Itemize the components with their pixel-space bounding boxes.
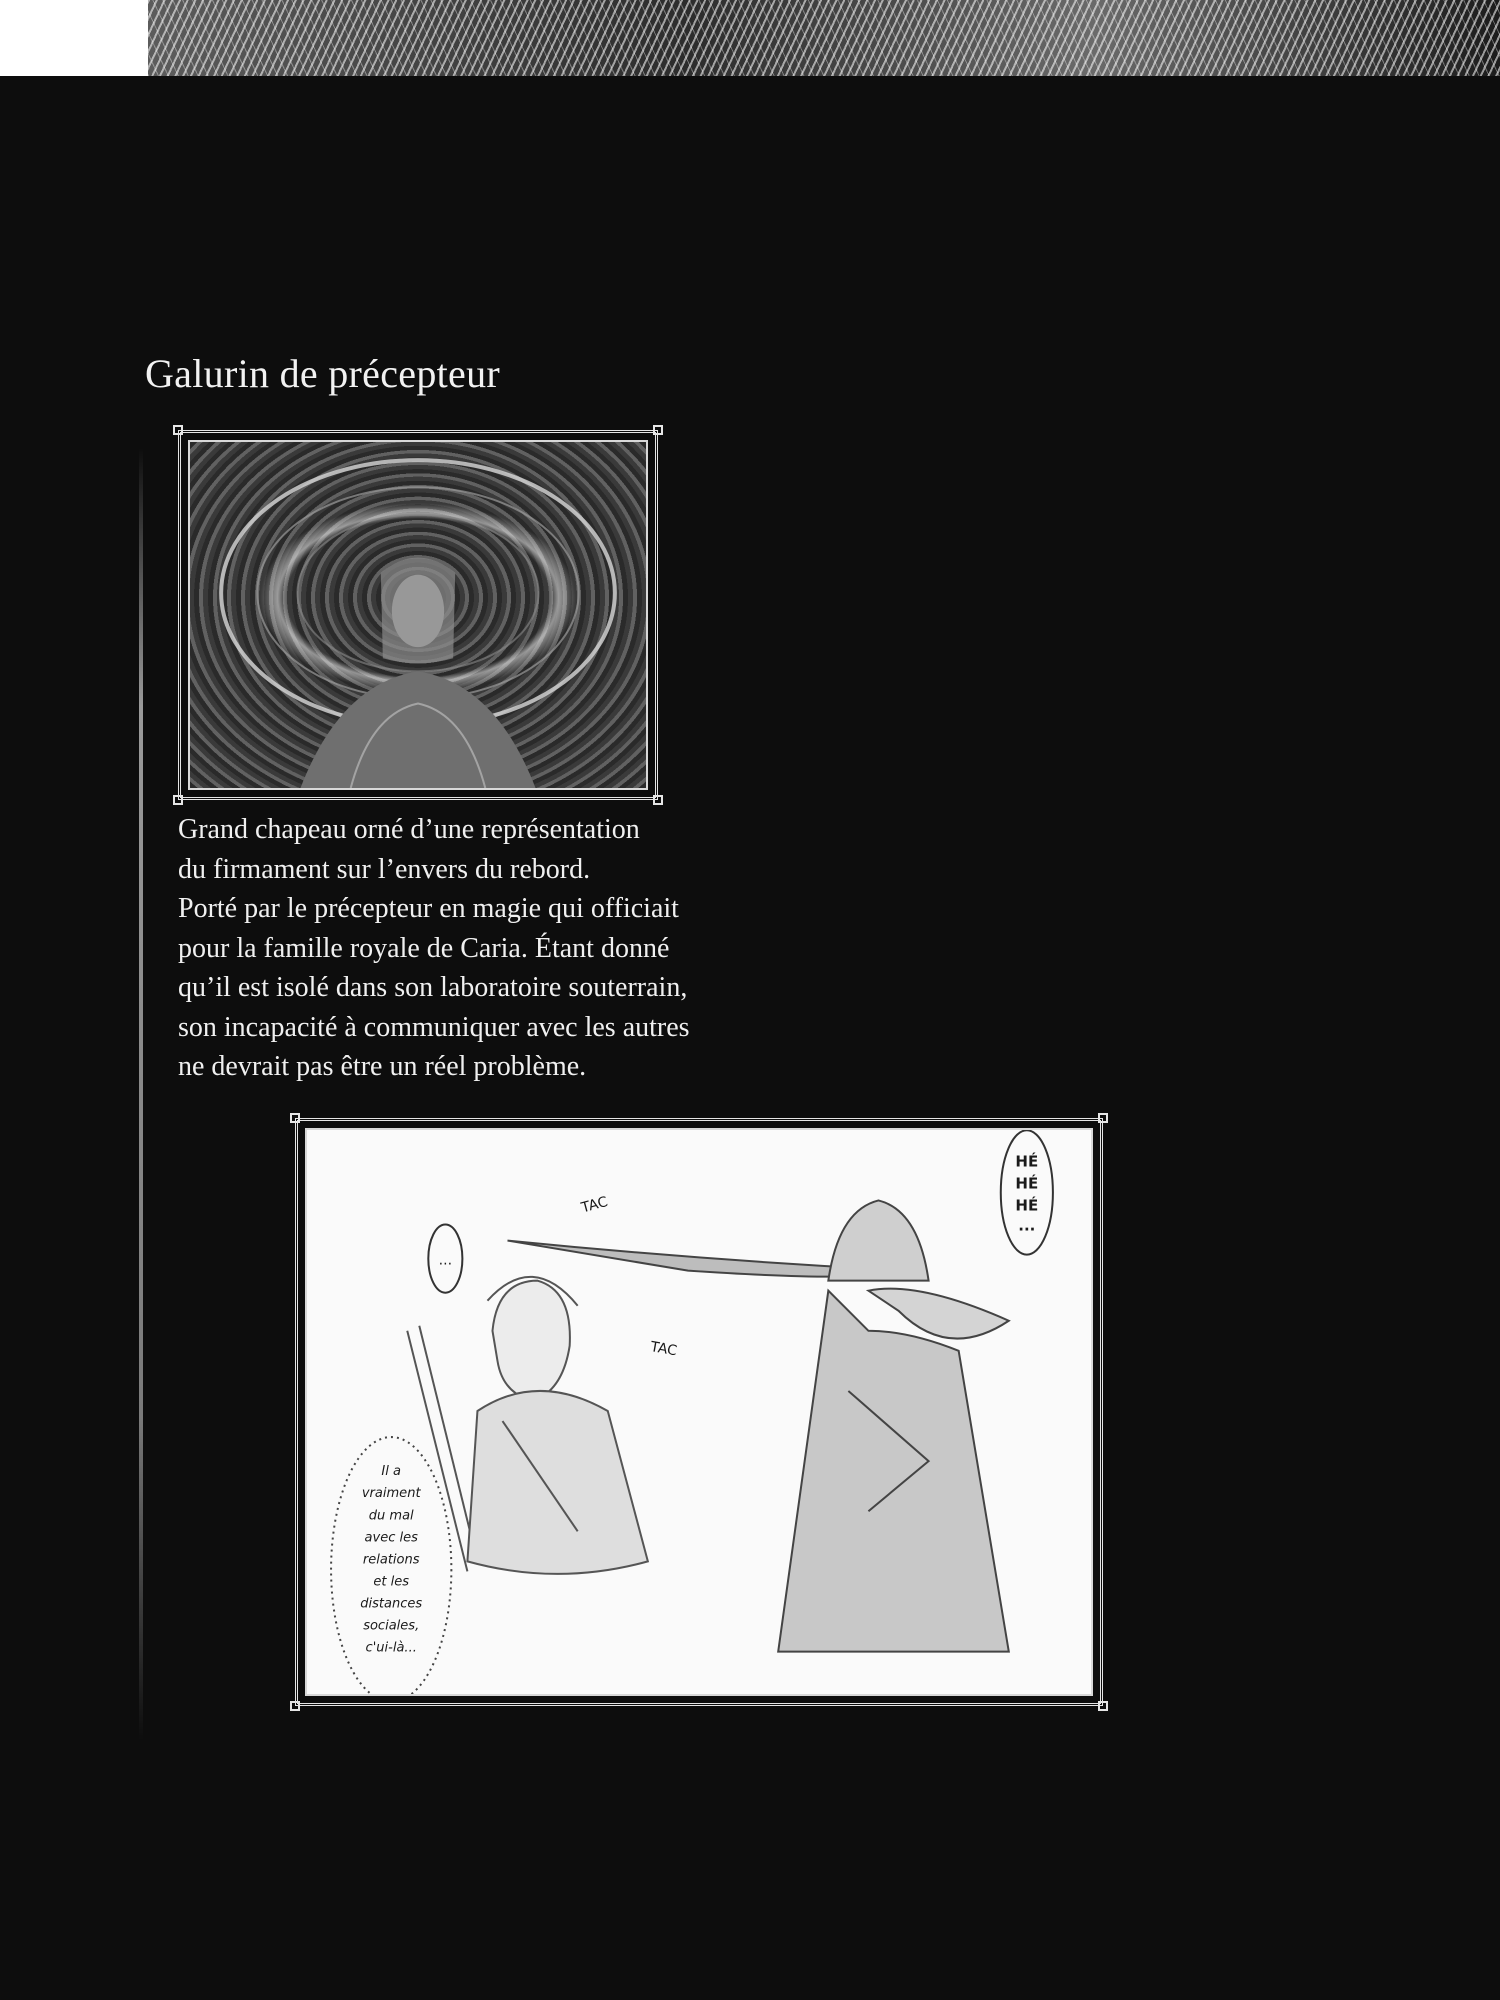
hat-illustration [188, 440, 648, 790]
sound-effect-text: TAC [579, 1194, 610, 1217]
thought-text: et les [373, 1574, 410, 1590]
description-line: du firmament sur l’envers du rebord. [178, 853, 591, 885]
description-line: qu’il est isolé dans son laboratoire souterrain, [178, 972, 688, 1003]
description-line: son incapacité à communiquer avec les autres [178, 1011, 690, 1043]
item-description [178, 810, 818, 1087]
frame-corner-ornament [290, 1701, 300, 1711]
hat-figure-drawing [190, 442, 646, 788]
laugh-text: HÉ [1015, 1152, 1039, 1171]
section-divider-rule [139, 448, 143, 1740]
item-illustration-frame [178, 430, 658, 800]
top-illustration-strip [0, 0, 1500, 76]
swordsman-figure [407, 1277, 648, 1574]
frame-corner-ornament [173, 425, 183, 435]
frame-corner-ornament [1098, 1701, 1108, 1711]
sketch-frame [295, 1118, 1103, 1706]
thought-text: vraiment [361, 1486, 421, 1502]
thought-text: Il a [381, 1464, 402, 1480]
sketch-drawing [307, 1130, 1091, 1694]
sound-effect-text: TAC [649, 1339, 679, 1360]
frame-corner-ornament [173, 795, 183, 805]
description-line: Porté par le précepteur en magie qui officiait [178, 893, 679, 924]
description-line: Grand chapeau orné d’une représentation [178, 814, 640, 845]
thought-text: relations [362, 1552, 420, 1568]
bubble-ellipsis-text: ... [438, 1252, 453, 1269]
pencil-sketch [305, 1128, 1093, 1696]
top-illustration-crop [148, 0, 1500, 76]
description-line: ne devrait pas être un réel problème. [178, 1051, 587, 1082]
thought-text: avec les [364, 1530, 418, 1546]
frame-corner-ornament [653, 425, 663, 435]
frame-corner-ornament [1098, 1113, 1108, 1123]
top-blank-margin [0, 0, 148, 76]
laugh-text: HÉ [1015, 1196, 1039, 1215]
laugh-text: HÉ [1015, 1174, 1039, 1193]
thought-text: c'ui-là... [365, 1640, 417, 1656]
page-title: Galurin de précepteur [145, 351, 501, 396]
thought-text: sociales, [363, 1618, 420, 1634]
thought-text: distances [360, 1596, 423, 1612]
frame-corner-ornament [290, 1113, 300, 1123]
description-line: pour la famille royale de Caria. Étant donné [178, 932, 670, 964]
laugh-text: ... [1018, 1216, 1036, 1235]
frame-corner-ornament [653, 795, 663, 805]
thought-text: du mal [368, 1508, 414, 1524]
